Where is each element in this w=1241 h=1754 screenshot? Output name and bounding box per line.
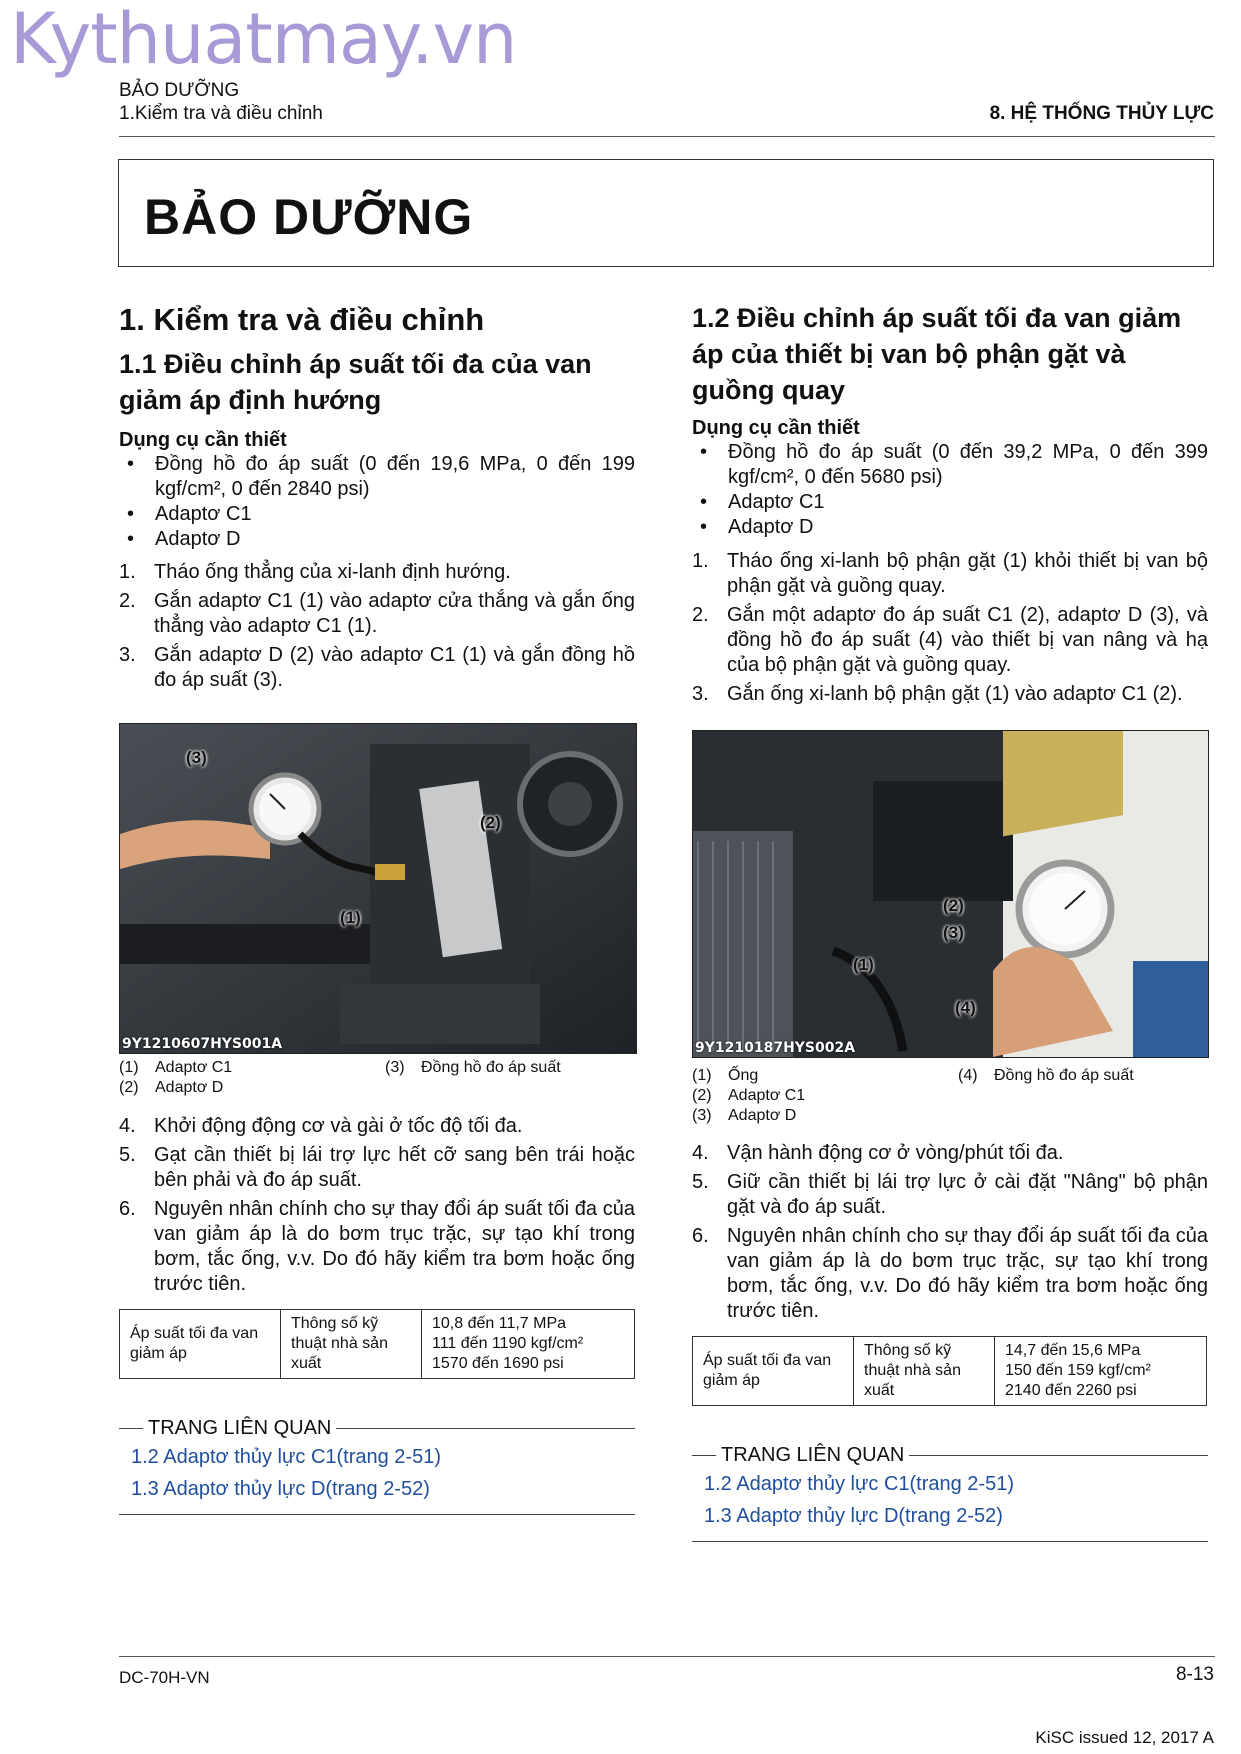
doc-code: DC-70H-VN bbox=[119, 1668, 210, 1687]
subsection-heading: 1.1 Điều chỉnh áp suất tối đa của van giảm áp định hướng bbox=[119, 349, 592, 415]
callout-3: (3) bbox=[943, 923, 964, 942]
section-heading: 1. Kiểm tra và điều chỉnh bbox=[119, 302, 485, 337]
step-item: 5. Gạt cần thiết bị lái trợ lực hết cỡ sang bên trái hoặc bên phải và đo áp suất. bbox=[119, 1144, 635, 1191]
tools-list bbox=[692, 440, 1208, 540]
spec-label: Áp suất tối đa van giảm áp bbox=[693, 1337, 854, 1406]
step-item: 4. Vận hành động cơ ở vòng/phút tối đa. bbox=[692, 1142, 1064, 1164]
list-item: • Adaptơ D bbox=[119, 527, 635, 552]
spec-table bbox=[692, 1336, 1207, 1406]
photo-reaper-valve bbox=[692, 730, 1209, 1058]
footer-divider bbox=[119, 1656, 1215, 1657]
callout-2: (2) bbox=[480, 813, 501, 832]
list-item: • Đồng hồ đo áp suất (0 đến 39,2 MPa, 0 đến 399 kgf/cm², 0 đến 5680 psi) bbox=[692, 440, 1208, 490]
page-title-box bbox=[118, 159, 1214, 267]
photo-id: 9Y1210187HYS002A bbox=[695, 1040, 856, 1056]
related-pages-heading: TRANG LIÊN QUAN bbox=[692, 1444, 1208, 1467]
related-link-c1[interactable]: 1.2 Adaptơ thủy lực C1(trang 2-51) bbox=[131, 1446, 441, 1468]
step-item: 6. Nguyên nhân chính cho sự thay đổi áp suất tối đa của van giảm áp là do bơm trục trặc, sự tạo khí trong bơm, tắc ống, v.v. Do đó hãy kiểm tra bơm hoặc ống trước tiên. bbox=[692, 1225, 1208, 1322]
watermark-logo: Kythuatmay.vn bbox=[10, 0, 517, 80]
list-item: • Adaptơ C1 bbox=[119, 502, 635, 527]
step-item: 4. Khởi động động cơ và gài ở tốc độ tối đa. bbox=[119, 1115, 523, 1137]
subsection-heading: 1.2 Điều chỉnh áp suất tối đa van giảm áp của thiết bị van bộ phận gặt và guồng quay bbox=[692, 303, 1182, 405]
step-item: 3. Gắn ống xi-lanh bộ phận gặt (1) vào adaptơ C1 (2). bbox=[692, 683, 1183, 705]
list-item: • Adaptơ C1 bbox=[692, 490, 1208, 515]
callout-1: (1) bbox=[340, 908, 361, 927]
photo-illustration bbox=[693, 731, 1208, 1057]
right-column bbox=[692, 300, 1208, 711]
step-item: 3. Gắn adaptơ D (2) vào adaptơ C1 (1) và gắn đồng hồ đo áp suất (3). bbox=[119, 644, 635, 691]
photo-caption-left: (1) Adaptơ C1 (2) Adaptơ D (3) Đồng hồ đo áp suất bbox=[119, 1059, 561, 1096]
spec-source: Thông số kỹ thuật nhà sản xuất bbox=[281, 1310, 422, 1379]
step-item: 2. Gắn một adaptơ đo áp suất C1 (2), adaptơ D (3), và đồng hồ đo áp suất (4) vào thiết bị van nâng và hạ của bộ phận gặt và guồng quay. bbox=[692, 604, 1208, 676]
spec-values: 14,7 đến 15,6 MPa 150 đến 159 kgf/cm² 2140 đến 2260 psi bbox=[995, 1337, 1207, 1406]
step-item: 1. Tháo ống xi-lanh bộ phận gặt (1) khỏi thiết bị van bộ phận gặt và guồng quay. bbox=[692, 550, 1208, 597]
related-pages-heading: TRANG LIÊN QUAN bbox=[119, 1417, 635, 1440]
header-divider bbox=[119, 136, 1215, 137]
step-item: 1. Tháo ống thẳng của xi-lanh định hướng. bbox=[119, 561, 511, 583]
list-item: • Đồng hồ đo áp suất (0 đến 19,6 MPa, 0 đến 199 kgf/cm², 0 đến 2840 psi) bbox=[119, 452, 635, 502]
callout-4: (4) bbox=[955, 998, 976, 1017]
photo-caption-right: (1) Ống (2) Adaptơ C1 (3) Adaptơ D (4) Đồng hồ đo áp suất bbox=[692, 1067, 1134, 1124]
related-link-d[interactable]: 1.3 Adaptơ thủy lực D(trang 2-52) bbox=[131, 1478, 430, 1500]
step-item: 2. Gắn adaptơ C1 (1) vào adaptơ cửa thắng và gắn ống thẳng vào adaptơ C1 (1). bbox=[119, 590, 635, 637]
tools-heading: Dụng cụ cần thiết bbox=[119, 429, 287, 451]
tools-list bbox=[119, 452, 635, 552]
steps-list bbox=[692, 1141, 1208, 1324]
list-item: • Adaptơ D bbox=[692, 515, 1208, 540]
callout-1: (1) bbox=[853, 955, 874, 974]
step-item: 6. Nguyên nhân chính cho sự thay đổi áp suất tối đa của van giảm áp là do bơm trục trặc, sự tạo khí trong bơm, tắc ống, v.v. Do đó hãy kiểm tra bơm hoặc ống trước tiên. bbox=[119, 1198, 635, 1295]
steps-list bbox=[692, 549, 1208, 707]
spec-source: Thông số kỹ thuật nhà sản xuất bbox=[854, 1337, 995, 1406]
left-column bbox=[119, 302, 635, 697]
page-title: BẢO DƯỠNG bbox=[144, 189, 474, 245]
photo-pilot-valve bbox=[119, 723, 637, 1054]
tools-heading: Dụng cụ cần thiết bbox=[692, 417, 860, 439]
callout-2: (2) bbox=[943, 896, 964, 915]
photo-id: 9Y1210607HYS001A bbox=[122, 1036, 283, 1052]
callout-3: (3) bbox=[186, 748, 207, 767]
steps-list bbox=[119, 1114, 635, 1297]
header-section: BẢO DƯỠNG bbox=[119, 80, 240, 101]
header-subsection: 1.Kiểm tra và điều chỉnh bbox=[119, 103, 323, 124]
spec-values: 10,8 đến 11,7 MPa 111 đến 1190 kgf/cm² 1570 đến 1690 psi bbox=[422, 1310, 635, 1379]
left-column-lower bbox=[119, 1114, 635, 1515]
header-chapter: 8. HỆ THỐNG THỦY LỰC bbox=[989, 103, 1214, 124]
step-item: 5. Giữ cần thiết bị lái trợ lực ở cài đặt "Nâng" bộ phận gặt và đo áp suất. bbox=[692, 1171, 1208, 1218]
related-divider bbox=[692, 1541, 1208, 1542]
steps-list bbox=[119, 560, 635, 693]
spec-table bbox=[119, 1309, 635, 1379]
related-link-c1[interactable]: 1.2 Adaptơ thủy lực C1(trang 2-51) bbox=[704, 1473, 1014, 1495]
spec-label: Áp suất tối đa van giảm áp bbox=[120, 1310, 281, 1379]
related-link-d[interactable]: 1.3 Adaptơ thủy lực D(trang 2-52) bbox=[704, 1505, 1003, 1527]
photo-illustration bbox=[120, 724, 636, 1053]
issued-note: KiSC issued 12, 2017 A bbox=[1035, 1728, 1214, 1747]
right-column-lower bbox=[692, 1141, 1208, 1542]
page-number: 8-13 bbox=[1175, 1664, 1214, 1685]
related-divider bbox=[119, 1514, 635, 1515]
